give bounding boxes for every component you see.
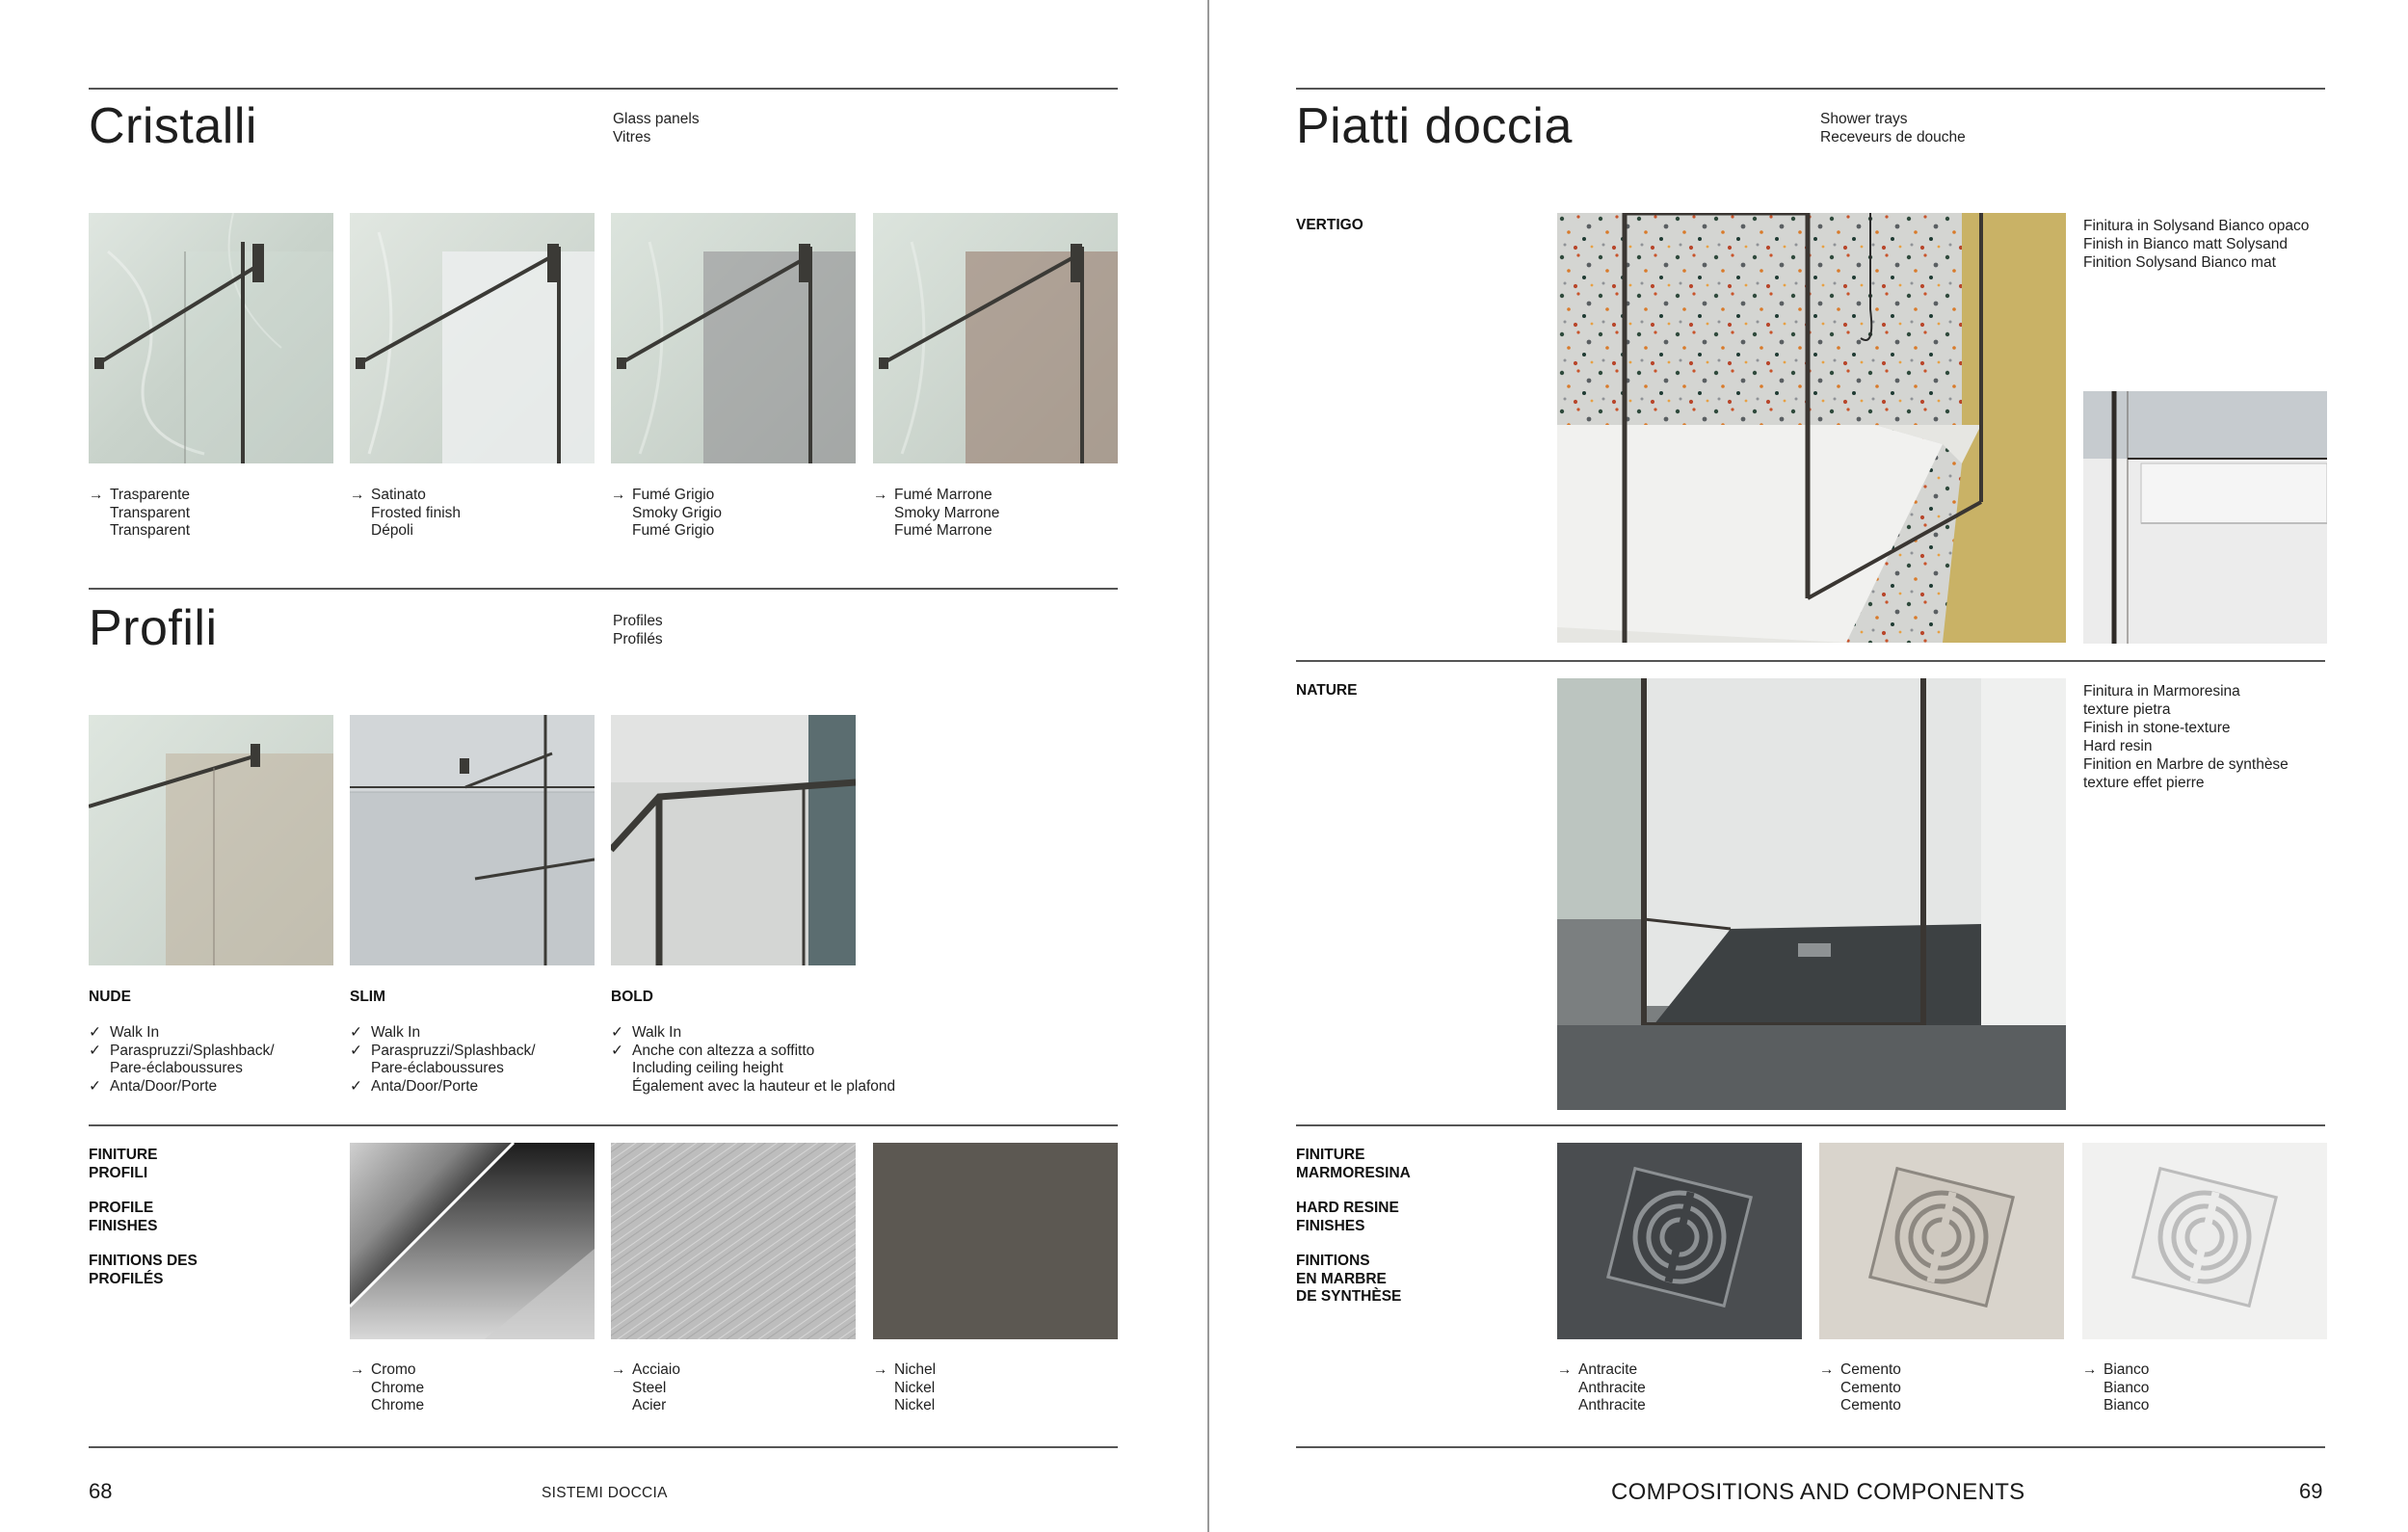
finish-caption-cromo: → Cromo Chrome Chrome xyxy=(350,1361,425,1413)
finiture-marmoresina-rule xyxy=(1296,1124,2325,1126)
finish-caption-acciaio: → Acciaio Steel Acier xyxy=(611,1361,680,1413)
arrow-icon: → xyxy=(611,1361,626,1378)
profile-name-bold: BOLD xyxy=(611,989,653,1005)
finish-caption-nichel: → Nichel Nickel Nickel xyxy=(873,1361,937,1413)
left-footer-rule xyxy=(89,1446,1118,1448)
check-icon: ✓ xyxy=(611,1024,623,1041)
tray-desc-vertigo: Finitura in Solysand Bianco opaco Finish in Bianco matt Solysand Finition Solysand Bianco mat xyxy=(2083,218,2310,271)
page-gutter xyxy=(1207,0,1209,1532)
check-item: ✓ Paraspruzzi/Splashback/ Pare-éclaboussures xyxy=(89,1042,275,1076)
glass-caption-satinato: → Satinato Frosted finish Dépoli xyxy=(350,487,462,539)
nature-rule xyxy=(1296,660,2325,662)
resin-caption-antracite: → Antracite Anthracite Anthracite xyxy=(1557,1361,1646,1413)
profile-name-slim: SLIM xyxy=(350,989,386,1005)
arrow-icon: → xyxy=(1819,1361,1835,1378)
running-footer-left: SISTEMI DOCCIA xyxy=(542,1485,668,1501)
check-item: ✓ Walk In xyxy=(89,1024,160,1041)
check-item: ✓ Walk In xyxy=(350,1024,421,1041)
glass-caption-trasparente: → Trasparente Transparent Transparent xyxy=(89,487,190,539)
piatti-title: Piatti doccia xyxy=(1296,98,1573,154)
page-number-right: 69 xyxy=(2299,1479,2323,1503)
check-icon: ✓ xyxy=(611,1042,623,1059)
arrow-icon: → xyxy=(350,1361,365,1378)
profile-photo-nude xyxy=(89,715,333,965)
cristalli-title: Cristalli xyxy=(89,98,257,154)
arrow-icon: → xyxy=(1557,1361,1573,1378)
check-icon: ✓ xyxy=(350,1042,362,1059)
glass-photo-fume-grigio xyxy=(611,213,856,463)
tray-detail-vertigo xyxy=(2083,391,2327,644)
resin-swatch-antracite xyxy=(1557,1143,1802,1339)
finish-swatch-acciaio xyxy=(611,1143,856,1339)
profili-title: Profili xyxy=(89,600,218,656)
arrow-icon: → xyxy=(89,487,104,503)
running-footer-right: COMPOSITIONS AND COMPONENTS xyxy=(1611,1479,2025,1505)
cristalli-subtitle: Glass panels Vitres xyxy=(613,111,700,145)
piatti-rule xyxy=(1296,88,2325,90)
glass-caption-fume-marrone: → Fumé Marrone Smoky Marrone Fumé Marrone xyxy=(873,487,1000,539)
finiture-profili-labels: FINITURE PROFILI PROFILE FINISHES FINITIONS DES PROFILÉS xyxy=(89,1147,198,1287)
profile-checklist-slim xyxy=(350,1024,536,1096)
arrow-icon: → xyxy=(873,1361,888,1378)
glass-caption-fume-grigio: → Fumé Grigio Smoky Grigio Fumé Grigio xyxy=(611,487,723,539)
finiture-marmoresina-labels: FINITURE MARMORESINA HARD RESINE FINISHES FINITIONS EN MARBRE DE SYNTHÈSE xyxy=(1296,1147,1411,1305)
check-item: ✓ Anche con altezza a soffitto Including ceiling height Également avec la hauteur et le plafond xyxy=(611,1042,896,1095)
profile-name-nude: NUDE xyxy=(89,989,131,1005)
right-footer-rule xyxy=(1296,1446,2325,1448)
resin-swatch-cemento xyxy=(1819,1143,2064,1339)
page-number-left: 68 xyxy=(89,1479,113,1503)
glass-photo-fume-marrone xyxy=(873,213,1118,463)
check-icon: ✓ xyxy=(89,1042,101,1059)
profili-subtitle: Profiles Profilés xyxy=(613,613,663,647)
arrow-icon: → xyxy=(873,487,888,503)
resin-caption-cemento: → Cemento Cemento Cemento xyxy=(1819,1361,1901,1413)
arrow-icon: → xyxy=(2082,1361,2098,1378)
cristalli-rule xyxy=(89,88,1118,90)
arrow-icon: → xyxy=(611,487,626,503)
profile-photo-slim xyxy=(350,715,595,965)
profile-photo-bold xyxy=(611,715,856,965)
finiture-profili-rule xyxy=(89,1124,1118,1126)
profile-checklist-bold xyxy=(611,1024,895,1096)
tray-name-nature: NATURE xyxy=(1296,682,1358,699)
check-item: ✓ Paraspruzzi/Splashback/ Pare-éclaboussures xyxy=(350,1042,536,1076)
glass-photo-trasparente xyxy=(89,213,333,463)
tray-desc-nature: Finitura in Marmoresina texture pietra Finish in stone-texture Hard resin Finition en Marbre de synthèse texture effet pierre xyxy=(2083,683,2289,791)
check-icon: ✓ xyxy=(89,1077,101,1095)
profili-rule xyxy=(89,588,1118,590)
finish-swatch-cromo xyxy=(350,1143,595,1339)
finish-swatch-nichel xyxy=(873,1143,1118,1339)
profile-checklist-nude xyxy=(89,1024,275,1096)
check-icon: ✓ xyxy=(89,1024,101,1041)
check-item: ✓ Walk In xyxy=(611,1024,682,1041)
check-icon: ✓ xyxy=(350,1077,362,1095)
glass-photo-satinato xyxy=(350,213,595,463)
check-icon: ✓ xyxy=(350,1024,362,1041)
piatti-subtitle: Shower trays Receveurs de douche xyxy=(1820,111,1966,145)
resin-swatch-bianco xyxy=(2082,1143,2327,1339)
tray-photo-vertigo xyxy=(1557,213,2066,643)
resin-caption-bianco: → Bianco Bianco Bianco xyxy=(2082,1361,2150,1413)
tray-name-vertigo: VERTIGO xyxy=(1296,217,1363,233)
tray-photo-nature xyxy=(1557,678,2066,1110)
check-item: ✓ Anta/Door/Porte xyxy=(350,1077,479,1095)
check-item: ✓ Anta/Door/Porte xyxy=(89,1077,218,1095)
arrow-icon: → xyxy=(350,487,365,503)
